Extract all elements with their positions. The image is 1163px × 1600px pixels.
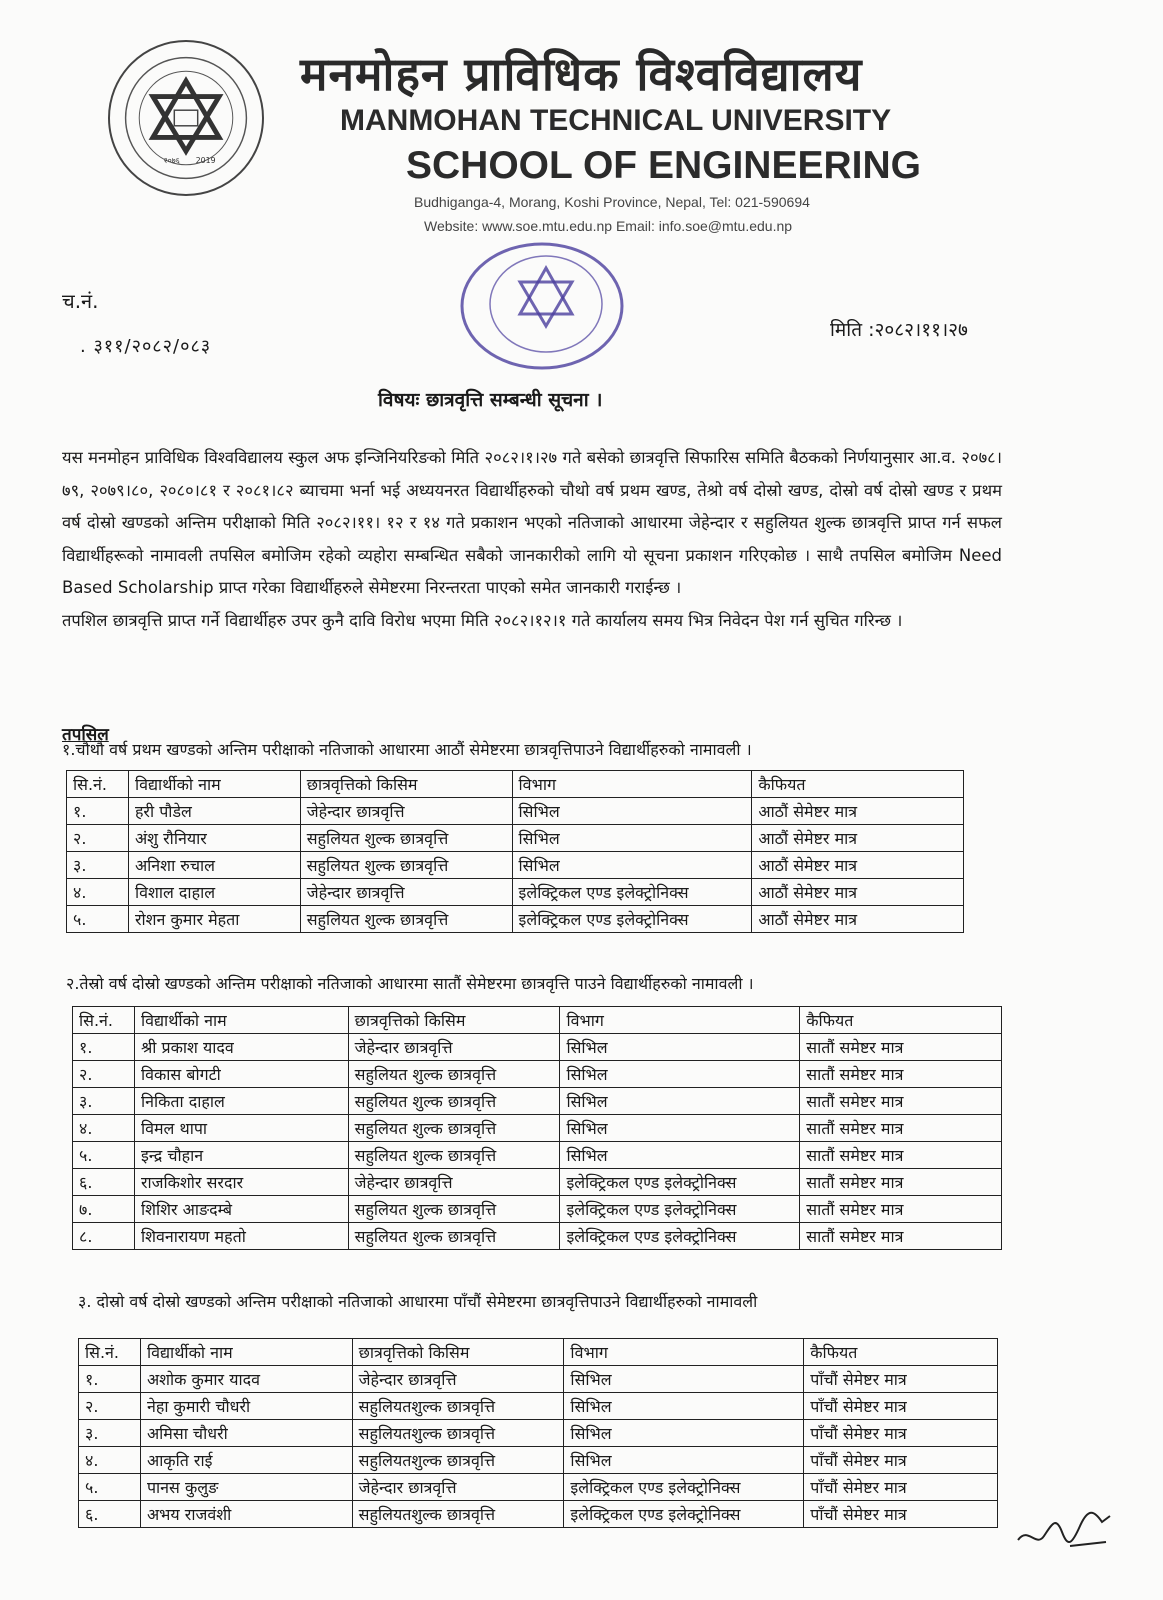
column-header: सि.नं. — [67, 771, 129, 798]
table-cell: सहुलियतशुल्क छात्रवृत्ति — [352, 1501, 564, 1528]
table-cell: सहुलियतशुल्क छात्रवृत्ति — [352, 1447, 564, 1474]
table-cell: इलेक्ट्रिकल एण्ड इलेक्ट्रोनिक्स — [564, 1501, 804, 1528]
table-cell: सहुलियत शुल्क छात्रवृत्ति — [348, 1223, 560, 1250]
table-cell: ३. — [79, 1420, 141, 1447]
table-cell: इलेक्ट्रिकल एण्ड इलेक्ट्रोनिक्स — [560, 1223, 800, 1250]
table-cell: जेहेन्दार छात्रवृत्ति — [348, 1034, 560, 1061]
table-cell: अमिसा चौधरी — [140, 1420, 352, 1447]
table-row — [67, 798, 964, 825]
table-cell: पाँचौं सेमेष्टर मात्र — [804, 1474, 998, 1501]
table-header-row — [67, 771, 964, 798]
table-cell: ३. — [73, 1088, 135, 1115]
table-cell: श्री प्रकाश यादव — [134, 1034, 348, 1061]
university-title-english: MANMOHAN TECHNICAL UNIVERSITY — [340, 104, 892, 137]
column-header: कैफियत — [800, 1007, 1002, 1034]
table-row — [79, 1420, 998, 1447]
table-cell: सिभिल — [564, 1447, 804, 1474]
university-logo — [108, 40, 264, 196]
table-row — [73, 1061, 1002, 1088]
notice-body — [62, 442, 1002, 637]
column-header: छात्रवृत्तिको किसिम — [352, 1339, 564, 1366]
column-header: सि.नं. — [79, 1339, 141, 1366]
table-cell: ४. — [79, 1447, 141, 1474]
table-cell: सहुलियत शुल्क छात्रवृत्ति — [300, 825, 512, 852]
column-header: विद्यार्थीको नाम — [128, 771, 300, 798]
scholarship-table-1 — [66, 770, 964, 933]
table-cell: नेहा कुमारी चौधरी — [140, 1393, 352, 1420]
table-cell: २. — [79, 1393, 141, 1420]
table-row — [73, 1088, 1002, 1115]
table-cell: राजकिशोर सरदार — [134, 1169, 348, 1196]
table-row — [79, 1501, 998, 1528]
table-cell: सातौं समेष्टर मात्र — [800, 1223, 1002, 1250]
table-cell: सिभिल — [560, 1115, 800, 1142]
table-cell: सहुलियत शुल्क छात्रवृत्ति — [348, 1196, 560, 1223]
table-row — [73, 1142, 1002, 1169]
table-cell: शिशिर आङदम्बे — [134, 1196, 348, 1223]
table-cell: पानस कुलुङ — [140, 1474, 352, 1501]
table-cell: आठौं सेमेष्टर मात्र — [752, 879, 964, 906]
section-1-title: १.चौथौ वर्ष प्रथम खण्डको अन्तिम परीक्षाको नतिजाको आधारमा आठौं सेमेष्टरमा छात्रवृत्तिपाउने विद्यार्थीहरुको नामावली । — [62, 740, 752, 759]
table-row — [67, 825, 964, 852]
table-cell: २. — [73, 1061, 135, 1088]
address-line: Budhiganga-4, Morang, Koshi Province, Nepal, Tel: 021-590694 — [414, 194, 810, 210]
table-cell: इलेक्ट्रिकल एण्ड इलेक्ट्रोनिक्स — [512, 906, 752, 933]
table-cell: विशाल दाहाल — [128, 879, 300, 906]
table-cell: आकृति राई — [140, 1447, 352, 1474]
column-header: विभाग — [560, 1007, 800, 1034]
table-cell: इलेक्ट्रिकल एण्ड इलेक्ट्रोनिक्स — [560, 1196, 800, 1223]
table-cell: ५. — [73, 1142, 135, 1169]
table-cell: ८. — [73, 1223, 135, 1250]
table-cell: पाँचौं सेमेष्टर मात्र — [804, 1366, 998, 1393]
table-row — [79, 1393, 998, 1420]
table-cell: पाँचौं सेमेष्टर मात्र — [804, 1393, 998, 1420]
table-cell: अशोक कुमार यादव — [140, 1366, 352, 1393]
table-cell: सिभिल — [512, 825, 752, 852]
table-cell: सातौं समेष्टर मात्र — [800, 1196, 1002, 1223]
body-paragraph-1: यस मनमोहन प्राविधिक विश्वविद्यालय स्कुल अफ इन्जिनियरिङको मिति २०८२।१।२७ गते बसेको छात्रवृत्ति सिफारिस समिति बैठकको निर्णयानुसार आ.व. २०७८।७९, २०७९।८०, २०८०।८१ र २०८१।८२ ब्याचमा भर्ना भई अध्ययनरत विद्यार्थीहरुको चौथो वर्ष प्रथम खण्ड, तेश्रो वर्ष दोस्रो खण्ड, दोस्रो वर्ष दोस्रो खण्ड र प्रथम वर्ष दोस्रो खण्डको अन्तिम परीक्षाको मिति २०८२।११। १२ र १४ गते प्रकाशन भएको नतिजाको आधारमा जेहेन्दार र सहुलियत शुल्क छात्रवृत्ति प्राप्त गर्न सफल विद्यार्थीहरूको नामावली तपसिल बमोजिम रहेको व्यहोरा सम्बन्धित सबैको जानकारीको लागि यो सूचना प्रकाशन गरिएकोछ । साथै तपसिल बमोजिम Need Based Scholarship प्राप्त गरेका विद्यार्थीहरुले सेमेष्टरमा निरन्तरता पाएको समेत जानकारी गराईन्छ । — [62, 448, 1002, 597]
table-cell: विकास बोगटी — [134, 1061, 348, 1088]
table-cell: सहुलियत शुल्क छात्रवृत्ति — [348, 1088, 560, 1115]
column-header: विद्यार्थीको नाम — [134, 1007, 348, 1034]
table-cell: सहुलियत शुल्क छात्रवृत्ति — [348, 1142, 560, 1169]
table-row — [73, 1223, 1002, 1250]
table-cell: जेहेन्दार छात्रवृत्ति — [300, 798, 512, 825]
table-cell: आठौं सेमेष्टर मात्र — [752, 798, 964, 825]
column-header: सि.नं. — [73, 1007, 135, 1034]
table-cell: सहुलियत शुल्क छात्रवृत्ति — [300, 852, 512, 879]
table-cell: सातौं समेष्टर मात्र — [800, 1034, 1002, 1061]
table-cell: इन्द्र चौहान — [134, 1142, 348, 1169]
notice-date: मिति :२०८२।११।२७ — [830, 319, 968, 341]
table-header-row — [73, 1007, 1002, 1034]
table-cell: जेहेन्दार छात्रवृत्ति — [352, 1474, 564, 1501]
table-row — [67, 879, 964, 906]
table-cell: ५. — [79, 1474, 141, 1501]
section-3-title: ३. दोस्रो वर्ष दोस्रो खण्डको अन्तिम परीक्षाको नतिजाको आधारमा पाँचौं सेमेष्टरमा छात्रवृत्तिपाउने विद्यार्थीहरुको नामावली — [78, 1292, 758, 1311]
table-cell: सिभिल — [564, 1393, 804, 1420]
column-header: विभाग — [512, 771, 752, 798]
table-row — [79, 1447, 998, 1474]
table-cell: सिभिल — [512, 852, 752, 879]
table-cell: सातौं समेष्टर मात्र — [800, 1061, 1002, 1088]
table-cell: २. — [67, 825, 129, 852]
table-cell: आठौं सेमेष्टर मात्र — [752, 852, 964, 879]
table-cell: सातौं समेष्टर मात्र — [800, 1142, 1002, 1169]
table-cell: ६. — [79, 1501, 141, 1528]
table-cell: सिभिल — [560, 1142, 800, 1169]
scholarship-table-3 — [78, 1338, 998, 1528]
table-cell: १. — [67, 798, 129, 825]
website-email-line: Website: www.soe.mtu.edu.np Email: info.soe@mtu.edu.np — [424, 218, 793, 234]
school-name: SCHOOL OF ENGINEERING — [406, 144, 921, 187]
table-cell: आठौं सेमेष्टर मात्र — [752, 906, 964, 933]
table-cell: जेहेन्दार छात्रवृत्ति — [352, 1366, 564, 1393]
column-header: कैफियत — [752, 771, 964, 798]
logo-year-left: २०७६ — [163, 155, 180, 165]
table-cell: ३. — [67, 852, 129, 879]
table-cell: सिभिल — [564, 1366, 804, 1393]
table-cell: अंशु रौनियार — [128, 825, 300, 852]
table-cell: इलेक्ट्रिकल एण्ड इलेक्ट्रोनिक्स — [560, 1169, 800, 1196]
column-header: छात्रवृत्तिको किसिम — [300, 771, 512, 798]
scholarship-table-2 — [72, 1006, 1002, 1250]
table-cell: सिभिल — [512, 798, 752, 825]
table-cell: इलेक्ट्रिकल एण्ड इलेक्ट्रोनिक्स — [512, 879, 752, 906]
table-row — [73, 1169, 1002, 1196]
reference-label: च.नं. — [62, 289, 99, 313]
section-2-title: २.तेस्रो वर्ष दोस्रो खण्डको अन्तिम परीक्षाको नतिजाको आधारमा सातौं सेमेष्टरमा छात्रवृत्ति पाउने विद्यार्थीहरुको नामावली । — [66, 974, 754, 993]
column-header: छात्रवृत्तिको किसिम — [348, 1007, 560, 1034]
table-cell: पाँचौं सेमेष्टर मात्र — [804, 1501, 998, 1528]
notice-subject: विषयः छात्रवृत्ति सम्बन्धी सूचना । — [378, 389, 603, 411]
table-row — [79, 1366, 998, 1393]
table-row — [67, 852, 964, 879]
table-row — [73, 1196, 1002, 1223]
table-cell: सातौं समेष्टर मात्र — [800, 1169, 1002, 1196]
table-cell: पाँचौं सेमेष्टर मात्र — [804, 1420, 998, 1447]
table-cell: रोशन कुमार मेहता — [128, 906, 300, 933]
column-header: विभाग — [564, 1339, 804, 1366]
table-cell: हरी पौडेल — [128, 798, 300, 825]
table-row — [79, 1474, 998, 1501]
table-row — [67, 906, 964, 933]
table-cell: जेहेन्दार छात्रवृत्ति — [300, 879, 512, 906]
table-cell: पाँचौं सेमेष्टर मात्र — [804, 1447, 998, 1474]
table-cell: सिभिल — [564, 1420, 804, 1447]
table-cell: सहुलियतशुल्क छात्रवृत्ति — [352, 1393, 564, 1420]
table-cell: सिभिल — [560, 1061, 800, 1088]
table-header-row — [79, 1339, 998, 1366]
table-cell: सातौं समेष्टर मात्र — [800, 1088, 1002, 1115]
column-header: विद्यार्थीको नाम — [140, 1339, 352, 1366]
tapasil-heading: तपसिल — [62, 725, 109, 745]
table-cell: सातौं समेष्टर मात्र — [800, 1115, 1002, 1142]
table-cell: ६. — [73, 1169, 135, 1196]
table-cell: सिभिल — [560, 1088, 800, 1115]
table-cell: सहुलियत शुल्क छात्रवृत्ति — [348, 1115, 560, 1142]
table-cell: आठौं सेमेष्टर मात्र — [752, 825, 964, 852]
table-row — [73, 1115, 1002, 1142]
reference-number: . ३११/२०८२/०८३ — [80, 336, 212, 357]
university-title-nepali: मनमोहन प्राविधिक विश्वविद्यालय — [300, 47, 863, 101]
office-stamp — [454, 238, 630, 374]
table-cell: ७. — [73, 1196, 135, 1223]
table-row — [73, 1034, 1002, 1061]
table-cell: अनिशा रुचाल — [128, 852, 300, 879]
table-cell: निकिता दाहाल — [134, 1088, 348, 1115]
body-paragraph-2: तपशिल छात्रवृत्ति प्राप्त गर्ने विद्यार्थीहरु उपर कुनै दावि विरोध भएमा मिति २०८२।१२।१ गते कार्यालय समय भित्र निवेदन पेश गर्न सुचित गरिन्छ । — [62, 610, 903, 630]
column-header: कैफियत — [804, 1339, 998, 1366]
table-cell: ४. — [67, 879, 129, 906]
table-cell: विमल थापा — [134, 1115, 348, 1142]
table-cell: सिभिल — [560, 1034, 800, 1061]
table-cell: ४. — [73, 1115, 135, 1142]
logo-year-right: 2019 — [195, 155, 216, 165]
table-cell: सहुलियत शुल्क छात्रवृत्ति — [348, 1061, 560, 1088]
table-cell: अभय राजवंशी — [140, 1501, 352, 1528]
table-cell: १. — [73, 1034, 135, 1061]
table-cell: शिवनारायण महतो — [134, 1223, 348, 1250]
table-cell: सहुलियत शुल्क छात्रवृत्ति — [300, 906, 512, 933]
table-cell: ५. — [67, 906, 129, 933]
signature — [1010, 1496, 1120, 1556]
table-cell: सहुलियतशुल्क छात्रवृत्ति — [352, 1420, 564, 1447]
table-cell: जेहेन्दार छात्रवृत्ति — [348, 1169, 560, 1196]
table-cell: १. — [79, 1366, 141, 1393]
table-cell: इलेक्ट्रिकल एण्ड इलेक्ट्रोनिक्स — [564, 1474, 804, 1501]
